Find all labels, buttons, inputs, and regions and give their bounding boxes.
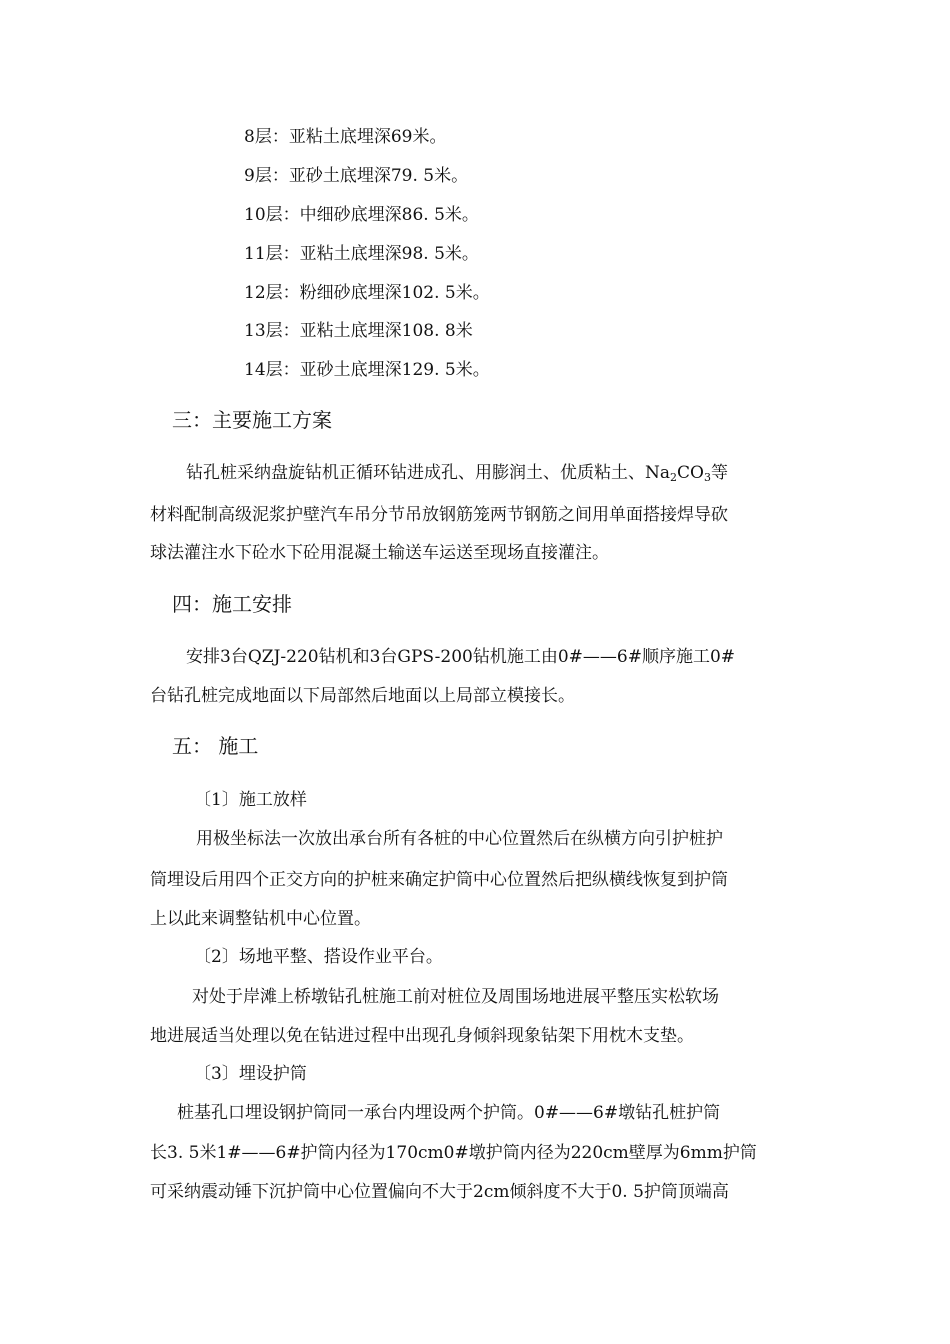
section-heading-construction: 五： 施工 <box>172 734 259 758</box>
soil-layer-line: 13层：亚粘土底埋深108. 8米 <box>244 321 473 341</box>
paragraph-line: 地进展适当处理以免在钻进过程中出现孔身倾斜现象钻架下用枕木支垫。 <box>150 1026 694 1046</box>
paragraph-line: 筒埋设后用四个正交方向的护桩来确定护筒中心位置然后把纵横线恢复到护筒 <box>150 870 728 890</box>
section-heading-schedule: 四：施工安排 <box>172 592 292 616</box>
subsection-title: 〔3〕埋设护筒 <box>194 1064 307 1084</box>
soil-layer-line: 11层：亚粘土底埋深98. 5米。 <box>244 244 479 264</box>
subscript: 3 <box>703 471 711 484</box>
paragraph-line <box>186 461 728 485</box>
soil-layer-line: 12层：粉细砂底埋深102. 5米。 <box>244 283 490 303</box>
soil-layer-line: 9层：亚砂土底埋深79. 5米。 <box>244 166 469 186</box>
text-span: CO <box>677 463 704 483</box>
paragraph-line: 台钻孔桩完成地面以下局部然后地面以上局部立模接长。 <box>150 686 575 706</box>
section-heading-construction-plan: 三：主要施工方案 <box>172 408 332 432</box>
paragraph-line: 用极坐标法一次放出承台所有各桩的中心位置然后在纵横方向引护桩护 <box>196 829 723 849</box>
subsection-title: 〔2〕场地平整、搭设作业平台。 <box>194 947 443 967</box>
soil-layer-line: 14层：亚砂土底埋深129. 5米。 <box>244 360 490 380</box>
text-span: 等 <box>710 463 728 483</box>
paragraph-line: 对处于岸滩上桥墩钻孔桩施工前对桩位及周围场地进展平整压实松软场 <box>192 987 719 1007</box>
text-span: 钻孔桩采纳盘旋钻机正循环钻进成孔、用膨润土、优质粘土、Na <box>186 463 671 483</box>
subsection-title: 〔1〕施工放样 <box>194 790 307 810</box>
soil-layer-line: 10层：中细砂底埋深86. 5米。 <box>244 205 479 225</box>
paragraph-line: 安排3台QZJ-220钻机和3台GPS-200钻机施工由0#——6#顺序施工0# <box>186 647 736 667</box>
paragraph-line: 材料配制高级泥浆护壁汽车吊分节吊放钢筋笼两节钢筋之间用单面搭接焊导砍 <box>150 505 728 525</box>
soil-layer-line: 8层：亚粘土底埋深69米。 <box>244 127 447 147</box>
subscript: 2 <box>670 471 678 484</box>
paragraph-line: 上以此来调整钻机中心位置。 <box>150 909 371 929</box>
paragraph-line: 桩基孔口埋设钢护筒同一承台内埋设两个护筒。0#——6#墩钻孔桩护筒 <box>177 1103 721 1123</box>
paragraph-line: 球法灌注水下砼水下砼用混凝土输送车运送至现场直接灌注。 <box>150 543 609 563</box>
paragraph-line: 长3. 5米1#——6#护筒内径为170cm0#墩护筒内径为220cm壁厚为6mm护筒 <box>150 1143 757 1163</box>
paragraph-line: 可采纳震动锤下沉护筒中心位置偏向不大于2cm倾斜度不大于0. 5护筒顶端高 <box>150 1182 729 1202</box>
